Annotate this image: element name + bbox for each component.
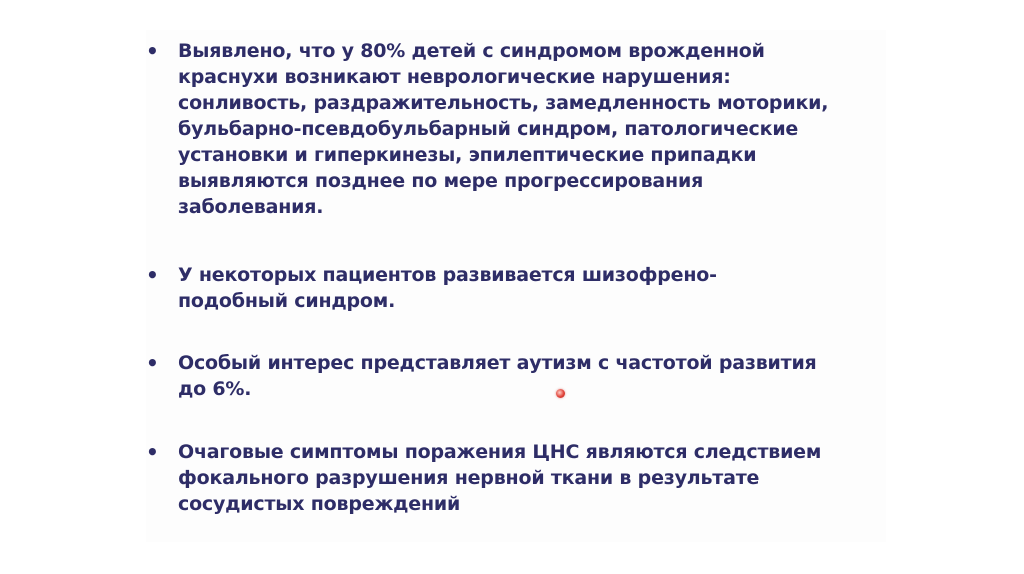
bullet-item-1 <box>146 38 886 220</box>
bullet-marker: • <box>146 351 159 375</box>
slide <box>146 30 886 542</box>
bullet-text-neurological-disorders: Выявлено, что у 80% детей с синдромом врожденной краснухи возникают неврологические нарушения: сонливость, раздражительность, замедленность моторики, бульбарно-псевдобульбарный синдром, патологические установки и гиперкинезы, эпилептические припадки выявляются позднее по мере прогрессирования заболевания. <box>178 40 829 218</box>
bullet-marker: • <box>146 263 159 287</box>
bullet-text-focal-symptoms: Очаговые симптомы поражения ЦНС являются следствием фокального разрушения нервной ткани в результате сосудистых повреждений <box>178 441 822 515</box>
laser-pointer-icon <box>556 389 565 398</box>
bullet-marker: • <box>146 440 159 464</box>
bullet-item-3 <box>146 350 886 402</box>
bullet-item-2 <box>146 262 886 314</box>
bullet-marker: • <box>146 39 159 63</box>
bullet-text-autism: Особый интерес представляет аутизм с частотой развития до 6%. <box>178 352 817 400</box>
bullet-text-schizophrenia-like: У некоторых пациентов развивается шизофрено- подобный синдром. <box>178 264 717 312</box>
bullet-item-4 <box>146 439 886 517</box>
